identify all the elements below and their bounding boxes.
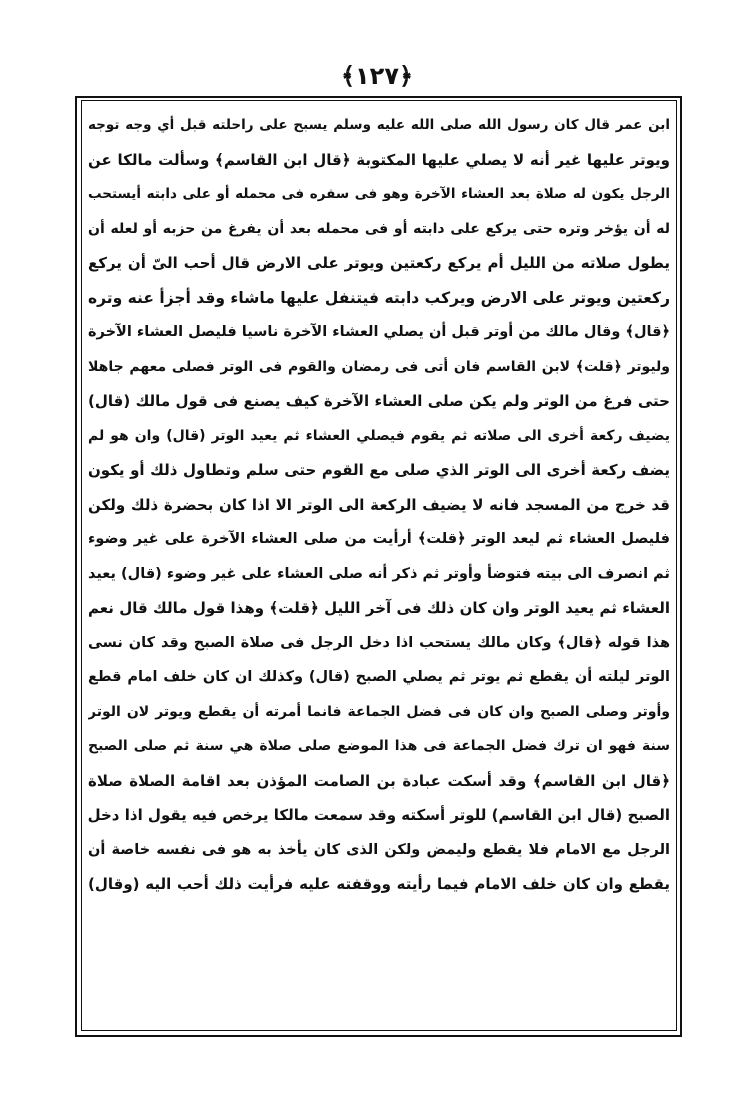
text-line: الوتر ليلته أن يقطع ثم يوتر ثم يصلي الصبح (قال) وكذلك ان كان خلف امام قطع xyxy=(88,669,670,685)
text-line: ﴿قال﴾ وقال مالك من أوتر قبل أن يصلي العشاء الآخرة ناسيا فليصل العشاء الآخرة xyxy=(88,324,670,340)
text-line: حتى فرغ من الوتر ولم يكن صلى العشاء الآخرة كيف يصنع فى قول مالك (قال) xyxy=(88,392,670,410)
text-line: يطول صلاته من الليل أم يركع ركعتين ويوتر على الارض قال أحب الىّ أن يركع xyxy=(88,254,670,272)
text-line: ابن عمر قال كان رسول الله صلى الله عليه وسلم يسبح على راحلته قبل أي وجه توجه xyxy=(88,117,670,133)
text-line: الرجل يكون له صلاة بعد العشاء الآخرة وهو فى سفره فى محمله أو على دابته أيستحب xyxy=(88,186,670,202)
main-text xyxy=(88,108,670,1026)
text-line: الرجل مع الامام فلا يقطع وليمض ولكن الذى كان يأخذ به هو فى نفسه خاصة أن xyxy=(88,841,670,858)
page-number: ﴿١٢٧﴾ xyxy=(340,62,414,90)
text-line: وأوتر وصلى الصبح وان كان فى فضل الجماعة فانما أمرته أن يقطع ويوتر لان الوتر xyxy=(88,703,670,720)
text-line: ﴿قال ابن القاسم﴾ وقد أسكت عبادة بن الصامت المؤذن بعد اقامة الصلاة صلاة xyxy=(88,771,670,790)
text-line: ويوتر عليها غير أنه لا يصلي عليها المكتوبة ﴿قال ابن القاسم﴾ وسألت مالكا عن xyxy=(88,150,670,169)
text-line: قد خرج من المسجد فانه لا يضيف الركعة الى الوتر الا اذا كان بحضرة ذلك ولكن xyxy=(88,495,670,514)
text-line: الصبح (قال ابن القاسم) للوتر أسكته وقد سمعت مالكا يرخص فيه يقول اذا دخل xyxy=(88,806,670,824)
text-line: هذا قوله ﴿قال﴾ وكان مالك يستحب اذا دخل الرجل فى صلاة الصبح وقد كان نسى xyxy=(88,634,670,651)
text-line: فليصل العشاء ثم ليعد الوتر ﴿قلت﴾ أرأيت من صلى العشاء الآخرة على غير وضوء xyxy=(88,531,670,547)
text-line: له أن يؤخر وتره حتى يركع على دابته أو فى محمله بعد أن يفرغ من حزبه أو لعله أن xyxy=(88,220,670,237)
text-line: سنة فهو ان ترك فضل الجماعة فى هذا الموضع صلى صلاة هي سنة ثم صلى الصبح xyxy=(88,738,670,754)
text-line: العشاء ثم يعيد الوتر وان كان ذلك فى آخر الليل ﴿قلت﴾ وهذا قول مالك قال نعم xyxy=(88,599,670,617)
text-line: يضيف ركعة أخرى الى صلاته ثم يقوم فيصلي العشاء ثم يعيد الوتر (قال) وان هو لم xyxy=(88,427,670,444)
text-line: ثم انصرف الى بيته فتوضأ وأوتر ثم ذكر أنه صلى العشاء على غير وضوء (قال) يعيد xyxy=(88,565,670,582)
text-line: يضف ركعة أخرى الى الوتر الذي صلى مع القوم حتى سلم وتطاول ذلك أو يكون xyxy=(88,461,670,479)
text-line: يقطع وان كان خلف الامام فيما رأيته ووقفته عليه فرأيت ذلك أحب اليه (وقال) xyxy=(88,875,670,893)
text-line: وليوتر ﴿قلت﴾ لابن القاسم فان أتى فى رمضان والقوم فى الوتر فصلى معهم جاهلا xyxy=(88,358,670,375)
text-line: ركعتين ويوتر على الارض ويركب دابته فيتنفل عليها ماشاء وقد أجزأ عنه وتره xyxy=(88,288,670,307)
